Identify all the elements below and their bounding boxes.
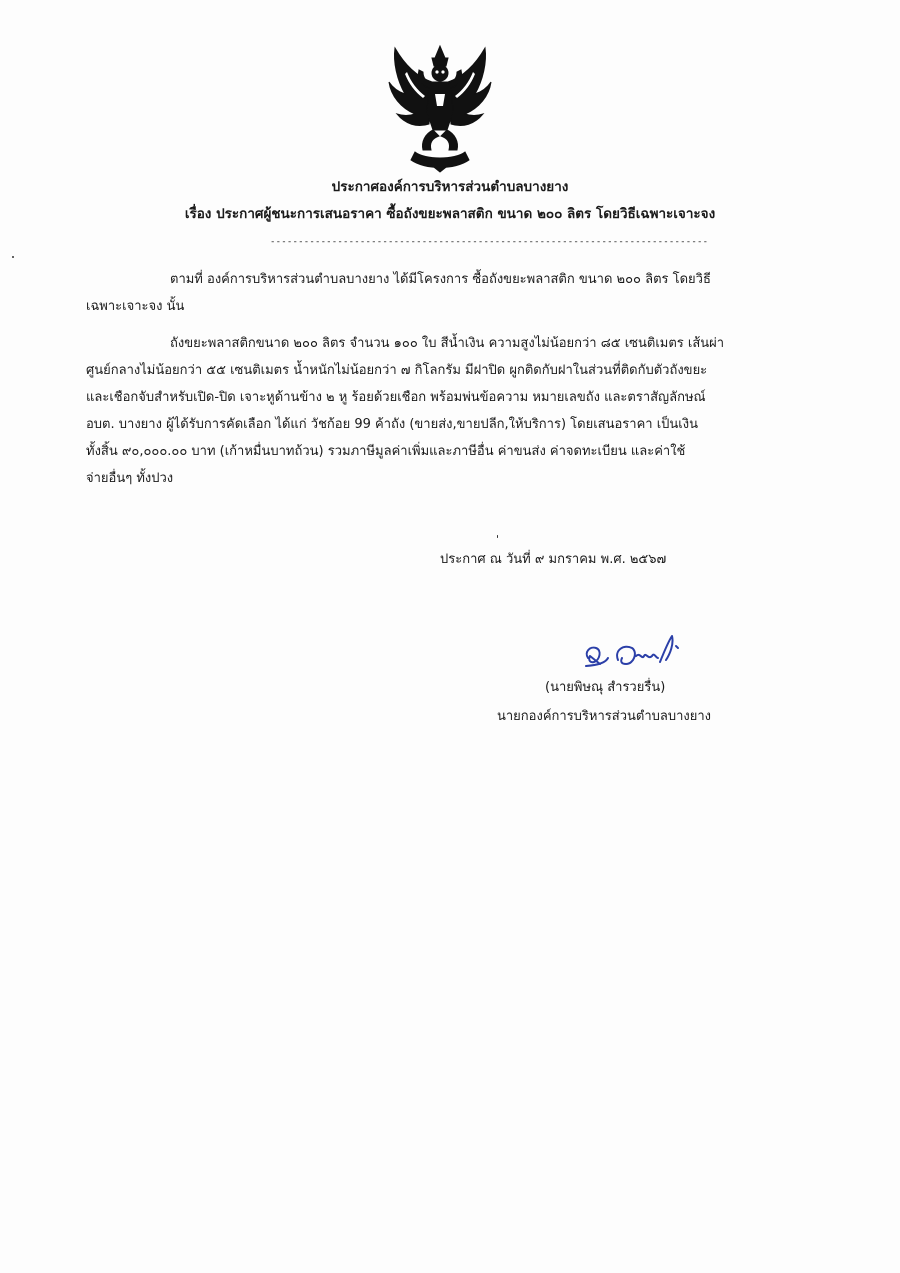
- scan-speck: [497, 535, 498, 538]
- paragraph-line: ตามที่ องค์การบริหารส่วนตำบลบางยาง ได้มีโครงการ ซื้อถังขยะพลาสติก ขนาด ๒๐๐ ลิตร โดยวิธี: [170, 272, 711, 287]
- signer-title: นายกองค์การบริหารส่วนตำบลบางยาง: [497, 709, 712, 724]
- paragraph-line: เฉพาะเจาะจง นั้น: [86, 299, 185, 314]
- paragraph-line: ศูนย์กลางไม่น้อยกว่า ๕๕ เซนติเมตร น้ำหนักไม่น้อยกว่า ๗ กิโลกรัม มีฝาปิด ผูกติดกับฝาในส่วนที่ติดกับตัวถังขยะ: [86, 363, 708, 378]
- paragraph-line: และเชือกจับสำหรับเปิด-ปิด เจาะหูด้านข้าง ๒ หู ร้อยด้วยเชือก พร้อมพ่นข้อความ หมายเลขถัง และตราสัญลักษณ์: [86, 390, 706, 405]
- paragraph-intro: [86, 266, 792, 320]
- separator-line: ------------------------------------------------------------------------------: [270, 237, 709, 247]
- paragraph-details: [86, 330, 792, 492]
- subject-heading: เรื่อง ประกาศผู้ชนะการเสนอราคา ซื้อถังขยะพลาสติก ขนาด ๒๐๐ ลิตร โดยวิธีเฉพาะเจาะจง: [184, 206, 716, 222]
- handwritten-signature: [580, 632, 690, 674]
- paragraph-line: ทั้งสิ้น ๙๐,๐๐๐.๐๐ บาท (เก้าหมื่นบาทถ้วน) รวมภาษีมูลค่าเพิ่มและภาษีอื่น ค่าขนส่ง ค่าจดทะเบียน และค่าใช้: [86, 444, 686, 459]
- announcement-date: ประกาศ ณ วันที่ ๙ มกราคม พ.ศ. ๒๕๖๗: [440, 552, 667, 567]
- paragraph-line: อบต. บางยาง ผู้ได้รับการคัดเลือก ได้แก่ วัชก้อย 99 ค้าถัง (ขายส่ง,ขายปลีก,ให้บริการ) โดยเสนอราคา เป็นเงิน: [86, 417, 698, 432]
- paragraph-line: จ่ายอื่นๆ ทั้งปวง: [86, 471, 174, 486]
- paragraph-line: ถังขยะพลาสติกขนาด ๒๐๐ ลิตร จำนวน ๑๐๐ ใบ สีน้ำเงิน ความสูงไม่น้อยกว่า ๘๕ เซนติเมตร เส้นผ่า: [170, 336, 725, 351]
- organization-heading: ประกาศองค์การบริหารส่วนตำบลบางยาง: [331, 179, 569, 195]
- scan-speck: [12, 256, 14, 258]
- signer-name: (นายพิษณุ สำรวยรื่น): [545, 680, 666, 695]
- garuda-emblem-icon: [385, 42, 495, 172]
